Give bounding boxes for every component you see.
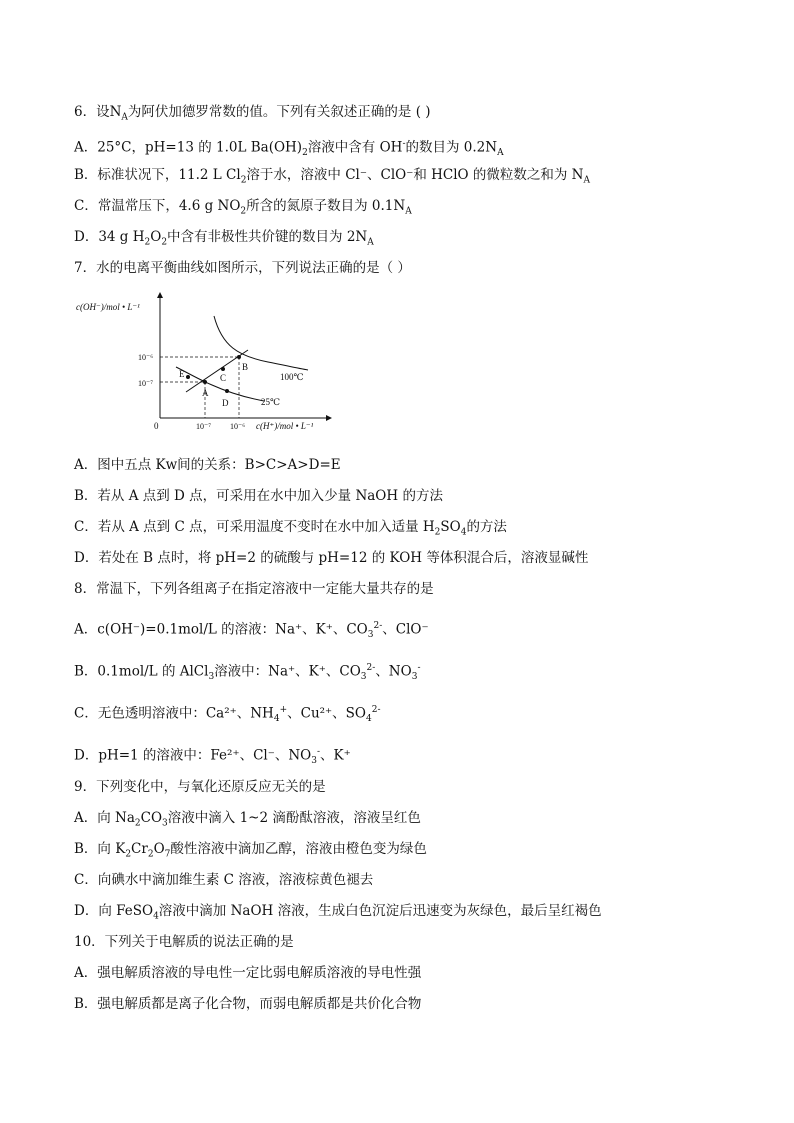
q6-option-c: C．常温常压下，4.6 g $NO_2$所含的氮原子数目为 $0.1N_A$ (74, 198, 412, 217)
q9-option-d: D．向 FeSO$_4$溶液中滴加 NaOH 溶液，生成白色沉淀后迅速变为灰绿色，最后呈红褐色 (74, 903, 602, 922)
q7-stem: 7．水的电离平衡曲线如图所示，下列说法正确的是（ ） (74, 260, 411, 276)
x-axis-arrow (326, 415, 332, 421)
q7-option-a: A．图中五点 Kw间的关系：B>C>A>D=E (74, 457, 341, 473)
q6-option-a: A．25°C，pH=13 的 1.0L $Ba(OH)_2$溶液中含有 OH-的数目为 $0.2N_A$ (74, 139, 504, 159)
y-tick-1e-7: 10⁻⁷ (138, 379, 154, 388)
point-a (203, 380, 207, 384)
q8-option-b: B．0.1mol/L 的 AlCl$_3$溶液中：Na⁺、K⁺、$CO_3^{2-}$、$NO_3^-$ (74, 663, 421, 683)
curve-100c-label: 100℃ (280, 372, 304, 382)
point-e-label: E (179, 369, 185, 379)
q8-option-a: A．c(OH⁻)=0.1mol/L 的溶液：Na⁺、K⁺、$CO_3^{2-}$、ClO⁻ (74, 621, 429, 641)
q9-option-b: B．向 $K_2Cr_2O_7$酸性溶液中滴加乙醇，溶液由橙色变为绿色 (74, 841, 427, 860)
q9-option-c: C．向碘水中滴加维生素 C 溶液，溶液棕黄色褪去 (74, 872, 374, 888)
q6-option-b: B．标准状况下，11.2 L $Cl_2$溶于水，溶液中 Cl⁻、ClO⁻和 HClO 的微粒数之和为 $N_A$ (74, 167, 590, 186)
q7-option-d: D．若处在 B 点时，将 pH=2 的硫酸与 pH=12 的 KOH 等体积混合后，溶液显碱性 (74, 550, 589, 566)
point-c-label: C (220, 373, 227, 383)
y-axis-label: c(OH⁻)/mol • L⁻¹ (76, 302, 140, 312)
q8-option-c: C．无色透明溶液中：Ca²⁺、$NH_4^+$、Cu²⁺、$SO_4^{2-}$ (74, 705, 381, 725)
origin-label: 0 (154, 421, 159, 431)
q8-option-d: D．pH=1 的溶液中：Fe²⁺、Cl⁻、$NO_3^-$、K⁺ (74, 747, 351, 767)
q7-option-b: B．若从 A 点到 D 点，可采用在水中加入少量 NaOH 的方法 (74, 488, 443, 504)
q7-option-c: C．若从 A 点到 C 点，可采用温度不变时在水中加入适量 $H_2SO_4$的方法 (74, 519, 507, 538)
curve-100c (214, 316, 308, 370)
q9-stem: 9．下列变化中，与氧化还原反应无关的是 (74, 779, 326, 795)
chart-svg (76, 290, 336, 440)
y-axis-arrow (157, 292, 163, 298)
q9-option-a: A．向 $Na_2CO_3$溶液中滴入 1~2 滴酚酞溶液，溶液呈红色 (74, 810, 421, 829)
x-tick-1e-7: 10⁻⁷ (196, 422, 212, 431)
curve-25c-label: 25℃ (261, 397, 281, 407)
q10-stem: 10．下列关于电解质的说法正确的是 (74, 934, 294, 950)
q10-option-b: B．强电解质都是离子化合物，而弱电解质都是共价化合物 (74, 996, 422, 1012)
x-tick-1e-6: 10⁻⁶ (230, 422, 246, 431)
q6-stem: 6．设$N_A$为阿伏加德罗常数的值。下列有关叙述正确的是 ( ) (74, 104, 431, 123)
y-tick-1e-6: 10⁻⁶ (138, 353, 154, 362)
x-axis-label: c(H⁺)/mol • L⁻¹ (256, 421, 314, 431)
point-a-label: A (202, 388, 209, 398)
q10-option-a: A．强电解质溶液的导电性一定比弱电解质溶液的导电性强 (74, 965, 422, 981)
point-c (221, 367, 225, 371)
point-d (225, 389, 229, 393)
q8-stem: 8．常温下，下列各组离子在指定溶液中一定能大量共存的是 (74, 581, 434, 597)
point-b-label: B (242, 362, 249, 372)
water-ionization-chart (76, 290, 336, 440)
q6-option-d: D．34 g $H_2O_2$中含有非极性共价键的数目为 $2N_A$ (74, 229, 374, 248)
point-b (237, 355, 241, 359)
point-e (186, 375, 190, 379)
point-d-label: D (222, 398, 229, 408)
